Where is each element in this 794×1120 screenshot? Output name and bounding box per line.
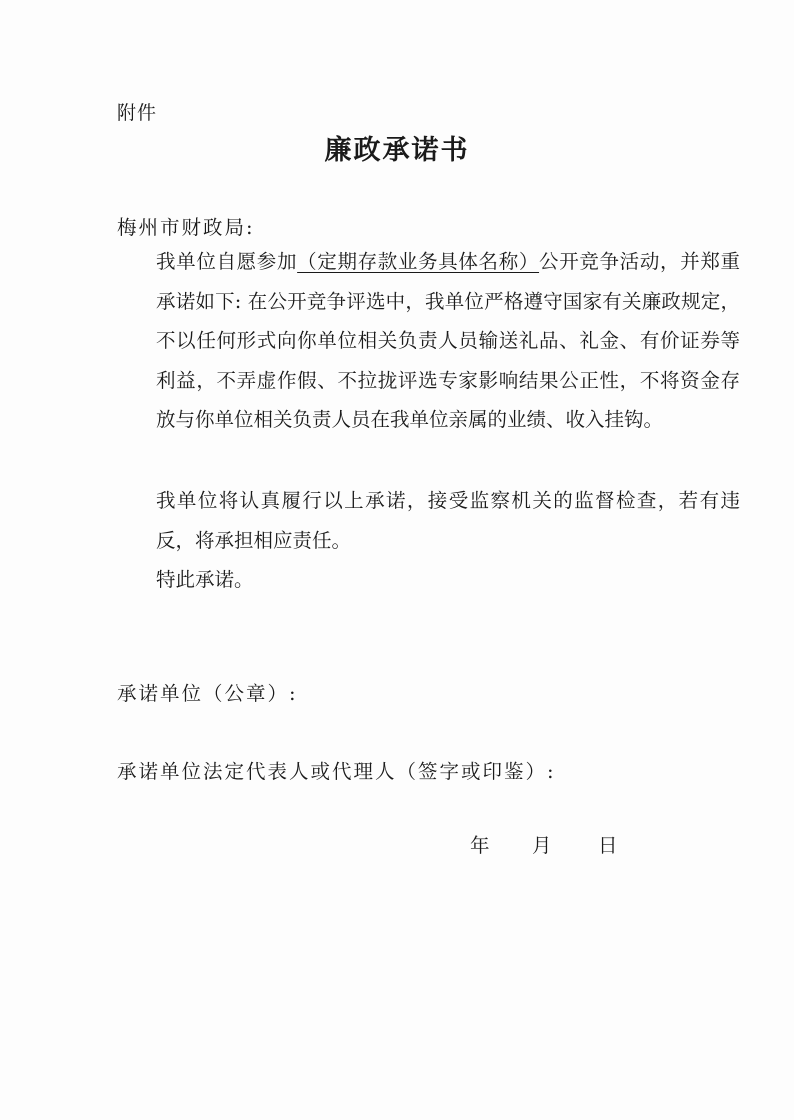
date-line [470, 830, 618, 858]
document-title: 廉政承诺书 [324, 135, 470, 166]
paragraph-commitments: 公开竞争活动，并郑重承诺如下: 在公开竞争评选中，我单位严格遵守国家有关廉政规定，不以任何形式向你单位相关负责人员输送礼品、礼金、有价证券等利益，不弄虚作假、不拉拢评选专家影响结果公正性，不将资金存放与你单位相关负责人员在我单位亲属的业绩、收入挂钩。 [156, 250, 740, 431]
date-day-label: 日 [598, 834, 618, 857]
responsibility-paragraph: 我单位将认真履行以上承诺，接受监察机关的监督检查，若有违反，将承担相应责任。 [156, 489, 740, 552]
attachment-label: 附件 [117, 102, 158, 124]
addressee: 梅州市财政局: [117, 216, 255, 239]
business-name-placeholder: （定期存款业务具体名称） [297, 250, 540, 273]
date-month-label: 月 [532, 834, 552, 857]
paragraph-intro: 我单位自愿参加 [156, 250, 298, 273]
commitment-paragraph [117, 242, 740, 440]
date-year-label: 年 [470, 834, 490, 857]
legal-representative-signature-line: 承诺单位法定代表人或代理人（签字或印鉴）: [117, 760, 556, 783]
closing-statement: 特此承诺。 [156, 568, 254, 591]
signing-unit-seal-line: 承诺单位（公章）: [117, 682, 298, 705]
